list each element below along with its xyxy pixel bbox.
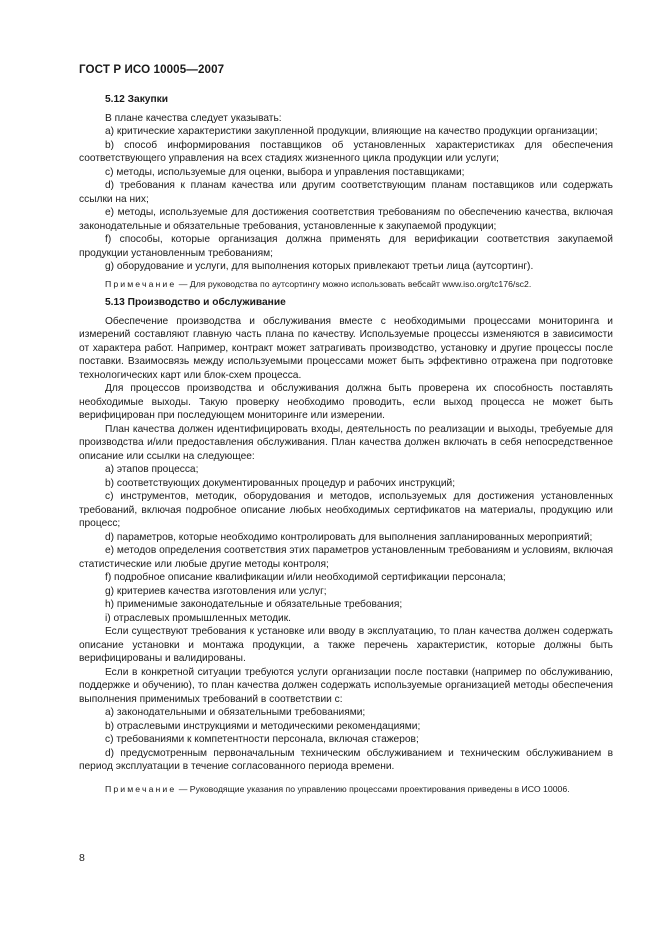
list-item: a) критические характеристики закупленной продукции, влияющие на качество продукции организации;: [105, 126, 598, 137]
section-5-12-title: 5.12 Закупки: [105, 94, 168, 105]
list-item: a) законодательными и обязательными требованиями;: [105, 707, 366, 718]
list-item: g) оборудование и услуги, для выполнения которых привлекают третьи лица (аутсортинг).: [105, 261, 534, 272]
list-item: d) предусмотренным первоначальным техническим обслуживанием и техническим обслуживанием в период эксплуатации в течение согласованного периода времени.: [79, 747, 613, 772]
list-item: a) этапов процесса;: [105, 464, 199, 475]
list-item: f) подробное описание квалификации и/или необходимой сертификации персонала;: [105, 572, 506, 583]
list-item: e) методов определения соответствия этих параметров установленным требованиям и условиям, включая статистические или любые другие методы контроля;: [79, 545, 613, 570]
paragraph: Если существуют требования к установке или вводу в эксплуатацию, то план качества должен содержать описание установки и монтажа продукции, а также перечень характеристик, которые должны быть верифицированы и валидированы.: [79, 626, 613, 664]
paragraph: Для процессов производства и обслуживания должна быть проверена их способность поставлять необходимые выходы. Такую проверку необходимо проводить, если выход процесса не может быть верифицирован при последующем мониторинге или измерении.: [79, 383, 613, 421]
page-number: 8: [79, 852, 85, 864]
document-header: ГОСТ Р ИСО 10005—2007: [79, 63, 225, 76]
list-item: d) требования к планам качества или другим соответствующим планам поставщиков или содержать ссылки на них;: [79, 180, 613, 205]
section-5-12-note: [79, 278, 613, 291]
list-item: e) методы, используемые для достижения соответствия требованиям по обеспечению качества, включая законодательные и обязательные требования, установленные к закупаемой продукции;: [79, 207, 613, 232]
note-label: Примечание: [105, 783, 177, 794]
page-content: [79, 93, 613, 801]
list-item: g) критериев качества изготовления или услуг;: [105, 585, 327, 597]
list-item: f) способы, которые организация должна применять для верификации соответствия закупаемой продукции установленным требованиям;: [79, 234, 613, 259]
list-item: i) отраслевых промышленных методик.: [105, 612, 291, 624]
list-item: b) отраслевыми инструкциями и методическими рекомендациями;: [105, 720, 421, 732]
paragraph: План качества должен идентифицировать входы, деятельность по реализации и выходы, требуемые для производства и/или предоставления обслуживания. План качества должен включать в себя непосредственное описание или ссылки на следующее:: [79, 423, 613, 462]
section-5-13-note: [79, 783, 613, 796]
section-5-13-title: 5.13 Производство и обслуживание: [105, 297, 286, 308]
note-text: — Руководящие указания по управлению процессами проектирования приведены в ИСО 10006.: [176, 783, 570, 794]
list-item: c) требованиями к компетентности персонала, включая стажеров;: [105, 734, 419, 745]
list-item: c) методы, используемые для оценки, выбора и управления поставщиками;: [105, 166, 465, 178]
list-item: b) способ информирования поставщиков об установленных характеристиках для обеспечения соответствующего управления на всех стадиях жизненного цикла продукции или услуги;: [79, 139, 613, 164]
paragraph: Если в конкретной ситуации требуются услуги организации после поставки (например по обслуживанию, поддержке и обучению), то план качества должен содержать используемые организацией методы обеспечения выполнения применимых требований в соответствии с:: [79, 666, 613, 705]
note-label: Примечание: [105, 278, 177, 289]
note-text: — Для руководства по аутсортингу можно использовать вебсайт www.iso.org/tc176/sc2.: [176, 278, 532, 289]
list-item: c) инструментов, методик, оборудования и методов, используемых для достижения установленных требований, включая подробное описание любых необходимых сертификатов на материалы, продукцию или процесс;: [79, 491, 613, 529]
section-5-12-intro: В плане качества следует указывать:: [105, 112, 282, 124]
list-item: d) параметров, которые необходимо контролировать для выполнения запланированных мероприятий;: [105, 531, 593, 543]
paragraph: Обеспечение производства и обслуживания вместе с необходимыми процессами мониторинга и измерений составляют главную часть плана по качеству. Используемые процессы изменяются в зависимости от характера работ. Например, контракт может затрагивать производство, установку и другие процессы после поставки. Взаимосвязь между используемыми процессами может быть эффективно отражена при подготовке технологических карт или блок-схем процесса.: [79, 315, 613, 381]
list-item: b) соответствующих документированных процедур и рабочих инструкций;: [105, 477, 456, 489]
list-item: h) применимые законодательные и обязательные требования;: [105, 599, 403, 610]
